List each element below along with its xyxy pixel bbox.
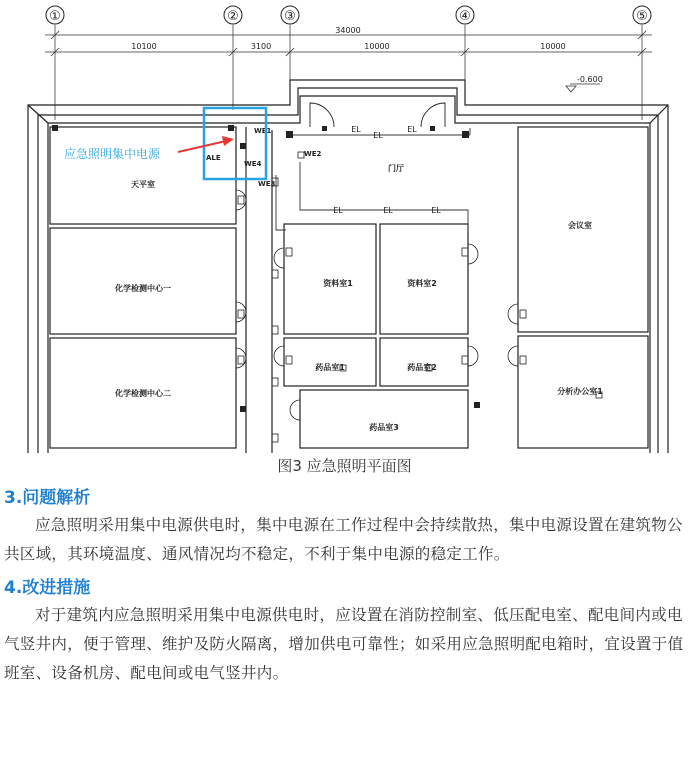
elevation-mark xyxy=(566,75,603,92)
axis-markers xyxy=(46,6,651,24)
room-data2: 资料室2 xyxy=(407,279,437,288)
room-lab2: 化学检测中心二 xyxy=(115,389,171,398)
el-label-1: EL xyxy=(351,125,361,134)
dimension-1: 10100 xyxy=(131,42,157,51)
el-label-2: EL xyxy=(373,131,383,140)
el-label-4: EL xyxy=(333,206,343,215)
room-data1: 资料室1 xyxy=(323,279,353,288)
el-label-5: EL xyxy=(383,206,393,215)
axis-label-2: ② xyxy=(227,9,239,24)
room-chem3: 药品室3 xyxy=(369,423,399,432)
paragraph-analysis: 应急照明采用集中电源供电时，集中电源在工作过程中会持续散热，集中电源设置在建筑物公共区域，其环境温度、通风情况均不稳定，不利于集中电源的稳定工作。 xyxy=(4,516,683,563)
room-meeting: 会议室 xyxy=(568,221,592,230)
el-label-6: EL xyxy=(431,206,441,215)
axis-label-4: ④ xyxy=(459,9,471,24)
callout-arrow xyxy=(178,136,234,152)
figure-caption: 图3 应急照明平面图 xyxy=(277,457,412,475)
article-body xyxy=(0,485,689,694)
room-lab1: 化学检测中心一 xyxy=(115,284,171,293)
room-office1: 分析办公室1 xyxy=(557,387,603,396)
circuit-we1: WE1 xyxy=(254,127,272,135)
entrance-doors xyxy=(310,103,445,127)
section-title-analysis: 3.问题解析 xyxy=(4,488,91,508)
circuit-we3: WE3 xyxy=(258,180,276,188)
panel-ale: ALE xyxy=(206,154,221,162)
room-chem2: 药品室2 xyxy=(407,363,437,372)
dimension-4: 10000 xyxy=(540,42,566,51)
elevation-value: -0.600 xyxy=(577,75,603,84)
axis-label-3: ③ xyxy=(284,9,296,24)
dimension-3: 10000 xyxy=(364,42,390,51)
section-title-measures: 4.改进措施 xyxy=(4,578,91,598)
axis-label-1: ① xyxy=(49,9,61,24)
axis-label-5: ⑤ xyxy=(636,9,648,24)
total-dimension: 34000 xyxy=(335,26,361,35)
callout-label: 应急照明集中电源 xyxy=(64,147,161,161)
room-balance: 天平室 xyxy=(131,180,155,189)
paragraph-measures: 对于建筑内应急照明采用集中电源供电时，应设置在消防控制室、低压配电室、配电间内或电气竖井内，便于管理、维护及防火隔离，增加供电可靠性；如采用应急照明配电箱时，宜设置于值班室、设备机房、配电间或电气竖井内。 xyxy=(4,606,684,682)
room-chem1: 药品室1 xyxy=(315,363,345,372)
dimension-2: 3100 xyxy=(250,42,272,51)
room-lobby: 门厅 xyxy=(388,164,404,173)
circuit-we2: WE2 xyxy=(304,150,322,158)
el-label-3: EL xyxy=(407,125,417,134)
circuit-we4: WE4 xyxy=(244,160,262,168)
